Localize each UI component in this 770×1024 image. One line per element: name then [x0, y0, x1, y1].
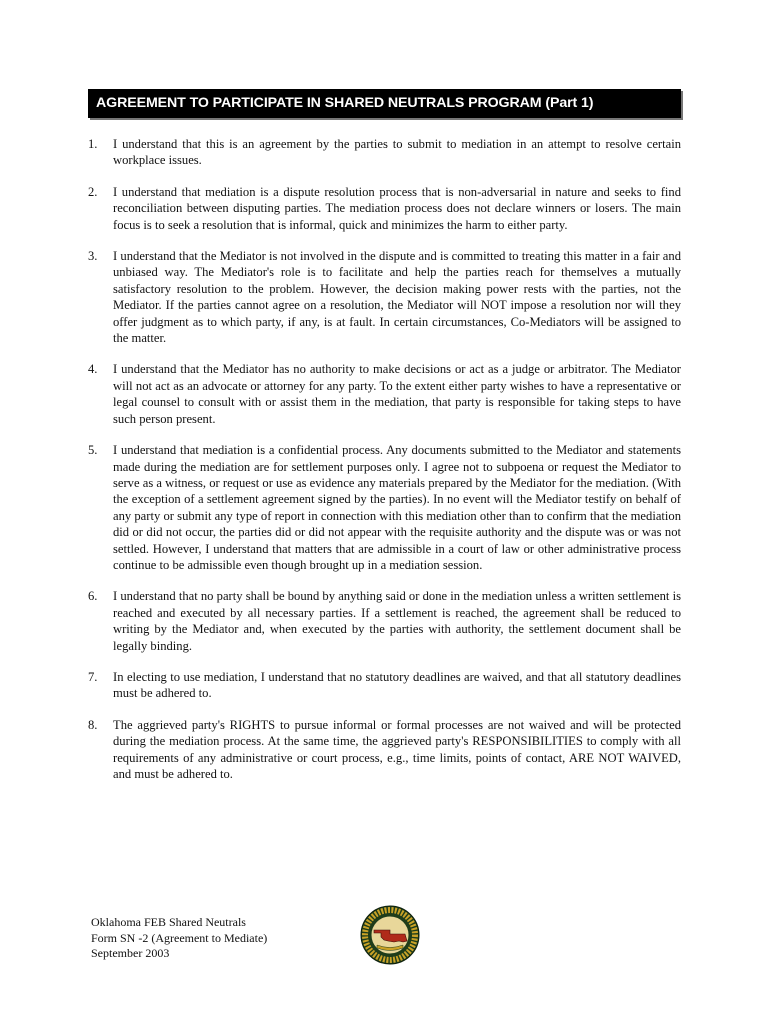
- oklahoma-feb-seal-icon: [360, 905, 420, 965]
- item-text: I understand that this is an agreement by the parties to submit to mediation in an attempt to resolve certain workplace issues.: [113, 137, 681, 168]
- item-number: 3.: [88, 249, 98, 264]
- list-item: [88, 136, 681, 169]
- item-number: 1.: [88, 137, 98, 151]
- list-item: [88, 442, 681, 573]
- list-item: [88, 361, 681, 427]
- list-item: [88, 717, 681, 783]
- item-text: I understand that the Mediator is not involved in the dispute and is committed to treating this matter in a fair and unbiased way. The Mediator's role is to facilitate and help the parties reach for themselves a mutually satisfactory resolution to the problem. However, the decision making power rests with the parties, not the Mediator. If the parties cannot agree on a resolution, the Mediator will NOT impose a resolution nor will they offer judgment as to which party, if any, is at fault. In certain circumstances, Co-Mediators will be assigned to the matter.: [113, 249, 681, 346]
- item-number: 8.: [88, 717, 98, 732]
- list-item: [88, 588, 681, 654]
- item-text: The aggrieved party's RIGHTS to pursue informal or formal processes are not waived and will be protected during the mediation process. At the same time, the aggrieved party's RESPONSIBILITIES to comply with all requirements of any administrative or court process, e.g., time limits, points of contact, ARE NOT WAIVED, and must be adhered to.: [113, 717, 681, 781]
- footer-form: Form SN -2 (Agreement to Mediate): [91, 930, 268, 945]
- page-title: AGREEMENT TO PARTICIPATE IN SHARED NEUTRALS PROGRAM (Part 1): [88, 89, 681, 118]
- footer-org: Oklahoma FEB Shared Neutrals: [91, 915, 246, 929]
- item-number: 7.: [88, 669, 98, 684]
- list-item: [88, 669, 681, 702]
- list-item: [88, 184, 681, 233]
- agreement-list: [88, 136, 681, 797]
- list-item: [88, 248, 681, 346]
- item-number: 2.: [88, 184, 98, 199]
- footer-date: September 2003: [91, 946, 170, 960]
- item-number: 4.: [88, 362, 98, 377]
- item-text: I understand that mediation is a dispute resolution process that is non-adversarial in nature and seeks to find reconciliation between disputing parties. The mediation process does not declare winners or losers. The main focus is to seek a resolution that is informal, quick and minimizes the harm to either party.: [113, 184, 681, 232]
- item-text: I understand that no party shall be bound by anything said or done in the mediation unless a written settlement is reached and executed by all necessary parties. If a settlement is reached, the agreement shall be reduced to writing by the Mediator and, when executed by the parties with authority, the settlement document shall be legally binding.: [113, 589, 681, 653]
- item-number: 6.: [88, 589, 98, 604]
- footer: [91, 915, 267, 962]
- item-text: I understand that the Mediator has no authority to make decisions or act as a judge or arbitrator. The Mediator will not act as an advocate or attorney for any party. To the extent either party wishes to have a representative or legal counsel to consult with or assist them in the mediation, that party is responsible for taking steps to have such person present.: [113, 362, 681, 426]
- item-number: 5.: [88, 443, 98, 458]
- item-text: In electing to use mediation, I understand that no statutory deadlines are waived, and that all statutory deadlines must be adhered to.: [113, 669, 681, 701]
- item-text: I understand that mediation is a confidential process. Any documents submitted to the Mediator and statements made during the mediation are for settlement purposes only. I agree not to subpoena or request the Mediator to serve as a witness, or request or use as evidence any materials prepared by the Mediator for the mediation. (With the exception of a settlement agreement signed by the parties). In no event will the Mediator testify on behalf of any party or submit any type of report in connection with this mediation other than to confirm that the mediation did or did not occur, the parties did or did not appear with the requisite authority and the dispute was or was not settled. However, I understand that matters that are admissible in a court of law or other administrative process continue to be admissible even though brought up in a mediation session.: [113, 443, 681, 572]
